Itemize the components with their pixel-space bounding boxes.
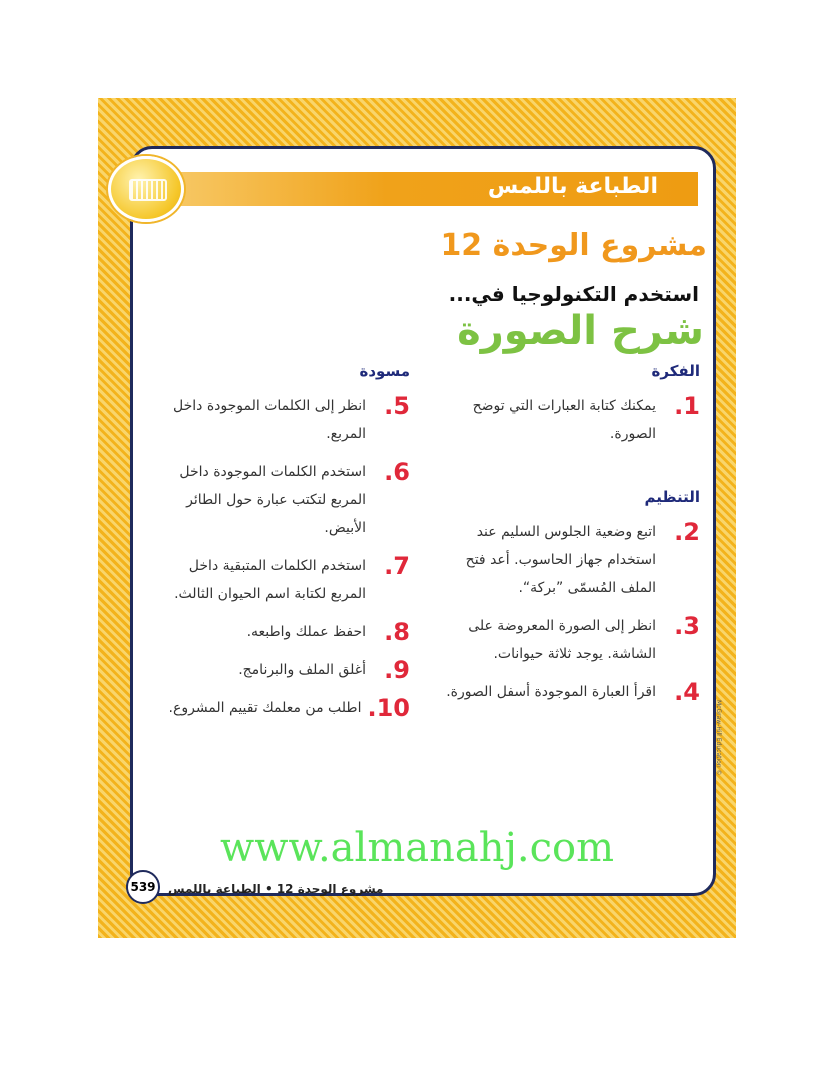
step-text: انظر إلى الصورة المعروضة على الشاشة. يوجد ثلاثة حيوانات. bbox=[468, 618, 656, 662]
step-text: اتبع وضعية الجلوس السليم عند استخدام جهاز الحاسوب. أعد فتح الملف المُسمّى ”بركة“. bbox=[465, 524, 656, 596]
project-title: مشروع الوحدة 12 bbox=[440, 228, 707, 263]
subtitle: استخدم التكنولوجيا في... bbox=[448, 282, 699, 306]
step-text: اطلب من معلمك تقييم المشروع. bbox=[168, 700, 362, 716]
step bbox=[160, 392, 410, 448]
step-text: أغلق الملف والبرنامج. bbox=[238, 662, 366, 678]
step bbox=[160, 618, 410, 646]
section-draft: مسودة bbox=[359, 362, 410, 380]
step-number: 2. bbox=[674, 518, 700, 546]
main-title: شرح الصورة bbox=[457, 308, 704, 354]
right-column bbox=[440, 362, 700, 706]
step bbox=[440, 392, 700, 448]
step bbox=[440, 518, 700, 602]
step bbox=[440, 612, 700, 668]
header-title: الطباعة باللمس bbox=[487, 174, 658, 199]
header-bar bbox=[178, 172, 698, 206]
step bbox=[160, 656, 410, 684]
step-text: انظر إلى الكلمات الموجودة داخل المربع. bbox=[173, 398, 366, 442]
page-number: 539 bbox=[126, 870, 160, 904]
step-number: 10. bbox=[367, 694, 410, 722]
footer-text: مشروع الوحدة 12 • الطباعة باللمس bbox=[168, 882, 384, 896]
left-column bbox=[160, 362, 410, 722]
publisher-note: McGraw-Hill Education © bbox=[715, 700, 722, 776]
step-text: اقرأ العبارة الموجودة أسفل الصورة. bbox=[446, 684, 656, 700]
step-number: 5. bbox=[384, 392, 410, 420]
step-number: 7. bbox=[384, 552, 410, 580]
section-idea: الفكرة bbox=[651, 362, 700, 380]
step-number: 8. bbox=[384, 618, 410, 646]
step-number: 1. bbox=[674, 392, 700, 420]
step bbox=[440, 678, 700, 706]
step-number: 9. bbox=[384, 656, 410, 684]
step-number: 3. bbox=[674, 612, 700, 640]
step bbox=[160, 552, 410, 608]
step-text: استخدم الكلمات المتبقية داخل المربع لكتابة اسم الحيوان الثالث. bbox=[174, 558, 366, 602]
step-text: احفظ عملك واطبعه. bbox=[246, 624, 366, 640]
step-text: استخدم الكلمات الموجودة داخل المربع لتكتب عبارة حول الطائر الأبيض. bbox=[179, 464, 366, 536]
step-number: 4. bbox=[674, 678, 700, 706]
section-organize: التنظيم bbox=[644, 488, 700, 506]
watermark: www.almanahj.com bbox=[220, 825, 615, 871]
step-number: 6. bbox=[384, 458, 410, 486]
step-text: يمكنك كتابة العبارات التي توضح الصورة. bbox=[472, 398, 656, 442]
step bbox=[160, 458, 410, 542]
keyboard-icon bbox=[108, 156, 184, 222]
step bbox=[160, 694, 410, 722]
